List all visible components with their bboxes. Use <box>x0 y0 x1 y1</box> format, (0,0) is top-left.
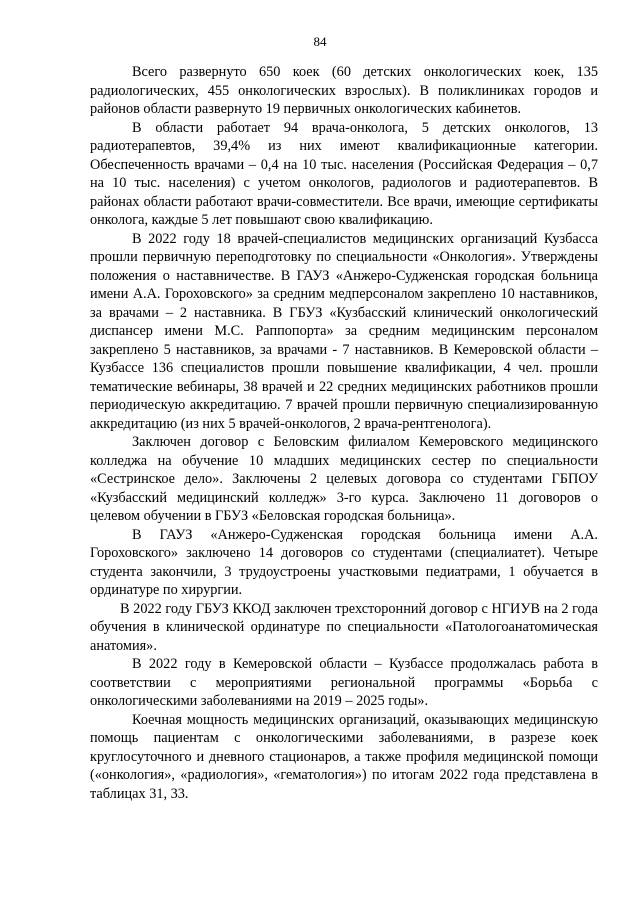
paragraph-training: В 2022 году 18 врачей-специалистов медицинских организаций Кузбасса прошли первичную переподготовку по специальности «Онкология». Утверждены положения о наставничестве. В ГАУЗ «Анжеро-Судженская городская больница имени А.А. Гороховского» за средним медперсоналом закреплено 10 наставников, за врачами – 2 наставника. В ГБУЗ «Кузбасский клинический онкологический диспансер имени М.С. Раппопорта» за средним медицинским персоналом закреплено 5 наставников, за врачами - 7 наставников. В Кемеровской области – Кузбассе 136 специалистов прошли повышение квалификации, 4 чел. прошли тематические вебинары, 38 врачей и 22 средних медицинских работников прошли периодическую аккредитацию. 7 врачей прошли первичную специализированную аккредитацию (из них 5 врачей-онкологов, 2 врача-рентгенолога). <box>90 230 598 432</box>
paragraph-ngiuv-contract: В 2022 году ГБУЗ ККОД заключен трехсторонний договор с НГИУВ на 2 года обучения в клинической ординатуре по специальности «Патологоанатомическая анатомия». <box>90 600 598 654</box>
paragraph-bed-capacity: Коечная мощность медицинских организаций, оказывающих медицинскую помощь пациентам с онкологическими заболеваниями, в разрезе коек круглосуточного и дневного стационаров, а также профиля медицинской помощи («онкология», «радиология», «гематология») по итогам 2022 года представлена в таблицах 31, 33. <box>90 711 598 802</box>
page-number: 84 <box>313 34 327 49</box>
paragraph-staffing: В области работает 94 врача-онколога, 5 детских онкологов, 13 радиотерапевтов, 39,4% из них имеют квалификационные категории. Обеспеченность врачами – 0,4 на 10 тыс. населения (Российская Федерация – 0,7 на 10 тыс. населения) с учетом онкологов, радиологов и радиотерапевтов. В районах области работают врачи-совместители. Все врачи, имеющие сертификаты онколога, каждые 5 лет повышают свою квалификацию. <box>90 119 598 228</box>
paragraph-anzhero-contracts: В ГАУЗ «Анжеро-Судженская городская больница имени А.А. Гороховского» заключено 14 договоров со студентами (специалиатет). Четыре студента закончили, 3 трудоустроены участковыми педиатрами, 1 обучается в ординатуре по хирургии. <box>90 526 598 598</box>
paragraph-college-contract: Заключен договор с Беловским филиалом Кемеровского медицинского колледжа на обучение 10 младших медицинских сестер по специальности «Сестринское дело». Заключены 2 целевых договора со студентами ГБПОУ «Кузбасский медицинский колледж» 3-го курса. Заключено 11 договоров о целевом обучении в ГБУЗ «Беловская городская больница». <box>90 434 598 524</box>
paragraph-beds: Всего развернуто 650 коек (60 детских онкологических коек, 135 радиологических, 455 онкологических взрослых). В поликлиниках городов и районов области развернуто 19 первичных онкологических кабинетов. <box>90 64 598 117</box>
paragraph-regional-program: В 2022 году в Кемеровской области – Кузбассе продолжалась работа в соответствии с мероприятиями региональной программы «Борьба с онкологическими заболеваниями на 2019 – 2025 годы». <box>90 656 598 709</box>
document-body <box>90 63 598 803</box>
